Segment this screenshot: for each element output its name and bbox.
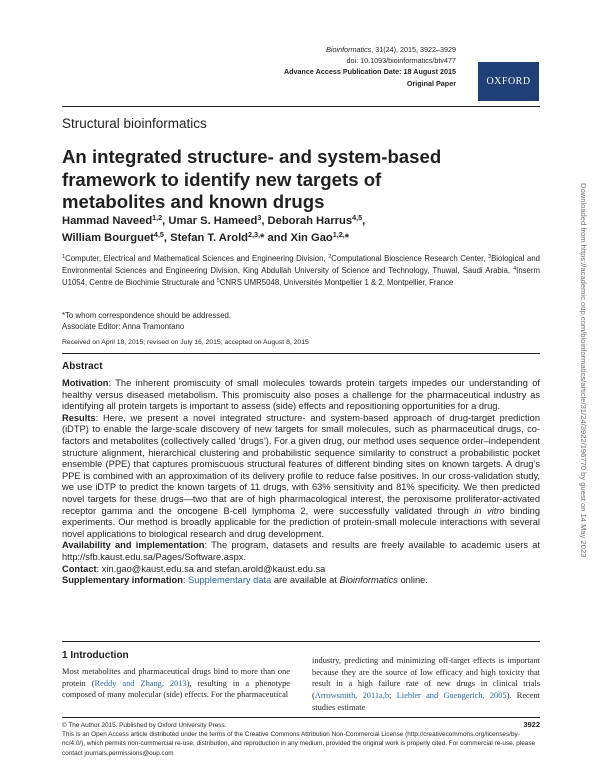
abstract-availability: Availability and implementation: The program, datasets and results are freely available to academic users at http://sfb.kaust.edu.sa/Pages/Software.aspx. [62, 540, 540, 562]
author-affiliation-marks: 3 [257, 213, 262, 222]
intro-right-column: industry, predicting and minimizing off-target effects is important because they are the source of low efficacy and high toxicity that result in a high failure rate of new drugs in clinical trials (Arrowsmith, 2011a,b; Liebler and Guengerich, 2005). Recent studies estimate [312, 656, 540, 712]
author-affiliation-marks: 2,3, [248, 230, 261, 239]
author-name: Umar S. Hameed [168, 215, 258, 227]
author-separator: and [264, 232, 291, 244]
oxford-logo: OXFORD [478, 62, 539, 101]
advance-access-line: Advance Access Publication Date: 18 August 2015 [283, 67, 456, 77]
abstract-contact: Contact: xin.gao@kaust.edu.sa and stefan.arold@kaust.edu.sa [62, 563, 326, 574]
abstract-bottom-divider [62, 641, 540, 642]
page-number: 3922 [523, 720, 540, 729]
author-line-2 [62, 230, 442, 247]
author-name: Stefan T. Arold [170, 232, 249, 244]
author-name: Xin Gao [290, 232, 333, 244]
supplementary-data-link[interactable]: Supplementary data [188, 575, 272, 586]
section-label: Structural bioinformatics [62, 116, 207, 131]
author-separator: , [163, 232, 171, 244]
affiliations: $^1$Computer, Electrical and Mathematical Sciences and Engineering Division, $^2$Computational Bioscience Research Center, $^3$Biological and Environmental Sciences and Engineering Division, King Abdullah University of Science and Technology, Thuwal, Saudi Arabia, $^4$Inserm U1054, Centre de Biochimie Structurale and $^5$CNRS UMR5048, Universités Montpellier 1 & 2, Montpellier, France [62, 254, 540, 287]
intro-heading: 1 Introduction [62, 650, 129, 661]
author-name: Hammad Naveed [62, 215, 153, 227]
citation-link[interactable]: Arrowsmith, 2011a,b [314, 691, 390, 701]
citation-link[interactable]: Reddy and Zhang, 2013 [94, 678, 187, 688]
corresponding-mark: * [260, 232, 265, 244]
footer-divider [62, 717, 540, 718]
abstract-motivation: Motivation: The inherent promiscuity of small molecules towards protein targets impedes our understanding of healthy versus diseased metabolism. This promiscuity also poses a challenge for the pharmaceutical industry as identifying all protein targets is important to assess (side) effects and repositioning opportunities for a drug. [62, 378, 540, 412]
author-affiliation-marks: 1,2, [332, 230, 345, 239]
download-note: Downloaded from https://academic.oup.com/bioinformatics/article/31/24/3922/196770 by guest on 14 May 2023 [579, 183, 588, 558]
author-affiliation-marks: 1,2 [152, 213, 163, 222]
abstract-heading: Abstract [62, 361, 103, 372]
correspondence-note: *To whom correspondence should be addressed. [62, 311, 232, 320]
author-affiliation-marks: 4,5 [153, 230, 164, 239]
citation-link[interactable]: Liebler and Guengerich, 2005 [396, 691, 507, 701]
journal-header [156, 44, 456, 89]
paper-title: An integrated structure- and system-based framework to identify new targets of metabolites and known drugs [62, 146, 442, 212]
abstract-results: Results: Here, we present a novel integrated structure- and system-based approach of drug-target prediction (iDTP) to enable the large-scale discovery of new targets for small molecules, such as pharmaceutical drugs, co-factors and metabolites (collectively called ‘drugs’). For a given drug, our method uses sequence order–independent structure alignment, hierarchical clustering and probabilistic sequence similarity to construct a probabilistic pocket ensemble (PPE) that captures promiscuous structural features of different binding sites on known targets. A drug’s PPE is combined with an approximation of its delivery profile to reduce false positives. In our cross-validation study, we use iDTP to predict the known targets of 11 drugs, with 63% sensitivity and 81% specificity. We then predicted novel targets for these drugs—two that are of high pharmacological interest, the peroxisome proliferator-activated receptor gamma and the oncogene B-cell lymphoma 2, were successfully validated through in vitro binding experiments. Our method is broadly applicable for the prediction of protein-small molecule interactions with several novel applications to biological research and drug development. [62, 412, 540, 539]
author-separator: , [162, 215, 169, 227]
associate-editor: Associate Editor: Anna Tramontano [62, 322, 185, 331]
author-affiliation-marks: 4,5 [352, 213, 363, 222]
article-type: Original Paper [406, 78, 456, 88]
author-separator: , [261, 215, 268, 227]
doi-line[interactable]: doi: 10.1093/bioinformatics/btv477 [346, 56, 456, 66]
author-line-1 [62, 213, 442, 230]
license-text: This is an Open Access article distributed under the terms of the Creative Commons Attribution Non-Commercial License (http://creativecommons.org/licenses/by-nc/4.0/), which permits non-commercial re-use, distribution, and reproduction in any medium, provided the original work is properly cited. For commercial re-use, please contact journals.permissions@oup.com [62, 731, 536, 757]
author-name: Deborah Harrus [267, 215, 353, 227]
intro-left-column: Most metabolites and pharmaceutical drugs bind to more than one protein (Reddy and Zhang, 2013), resulting in a phenotype composed of many molecular (side) effects. For the pharmaceutical [62, 667, 290, 700]
abstract-top-divider [62, 353, 540, 354]
corresponding-mark: * [344, 232, 350, 244]
received-dates: Received on April 18, 2015; revised on July 16, 2015; accepted on August 8, 2015 [62, 339, 309, 346]
author-name: William Bourguet [62, 232, 154, 244]
copyright-line: © The Author 2015. Published by Oxford University Press. [62, 722, 227, 729]
author-list [62, 213, 442, 247]
citation-line: Bioinformatics, 31(24), 2015, 3922–3929 [326, 45, 456, 54]
abstract-body [62, 378, 540, 587]
abstract-supplementary: Supplementary information: Supplementary data are available at Bioinformatics online. [62, 575, 428, 586]
footer [62, 721, 540, 758]
header-divider [62, 106, 540, 107]
author-separator: , [362, 215, 366, 227]
